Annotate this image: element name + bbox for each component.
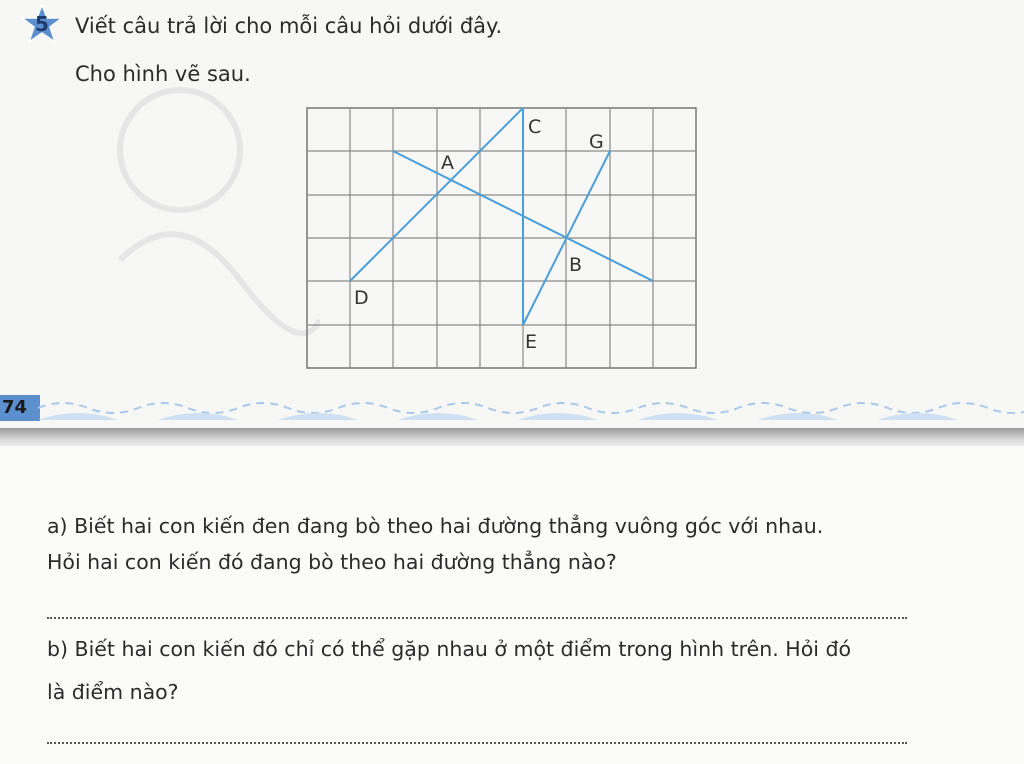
background-illustration [60,60,320,360]
point-label-g: G [589,131,604,153]
point-label-d: D [354,287,369,309]
exercise-number-badge [20,4,64,44]
decorative-wave [38,390,1024,420]
point-label-b: B [569,254,583,276]
question-b-line1: b) Biết hai con kiến đó chỉ có thể gặp nhau ở một điểm trong hình trên. Hỏi đó [47,637,852,661]
grid-figure [300,100,705,375]
grid [307,108,696,368]
point-label-e: E [525,331,538,353]
point-label-c: C [528,116,542,138]
exercise-title: Viết câu trả lời cho mỗi câu hỏi dưới đây. [75,14,503,38]
exercise-intro: Cho hình vẽ sau. [75,62,251,86]
page-gutter [0,428,1024,446]
answer-line-b[interactable] [47,742,907,744]
answer-line-a[interactable] [47,617,907,619]
point-label-a: A [441,152,454,174]
question-b-line2: là điểm nào? [47,680,179,704]
bottom-page [0,446,1024,764]
question-a-line1: a) Biết hai con kiến đen đang bò theo hai đường thẳng vuông góc với nhau. [47,514,824,538]
page-number: 74 [0,395,40,421]
question-a-line2: Hỏi hai con kiến đó đang bò theo hai đường thẳng nào? [47,550,617,574]
exercise-number: 5 [35,12,49,36]
lines [350,108,653,325]
